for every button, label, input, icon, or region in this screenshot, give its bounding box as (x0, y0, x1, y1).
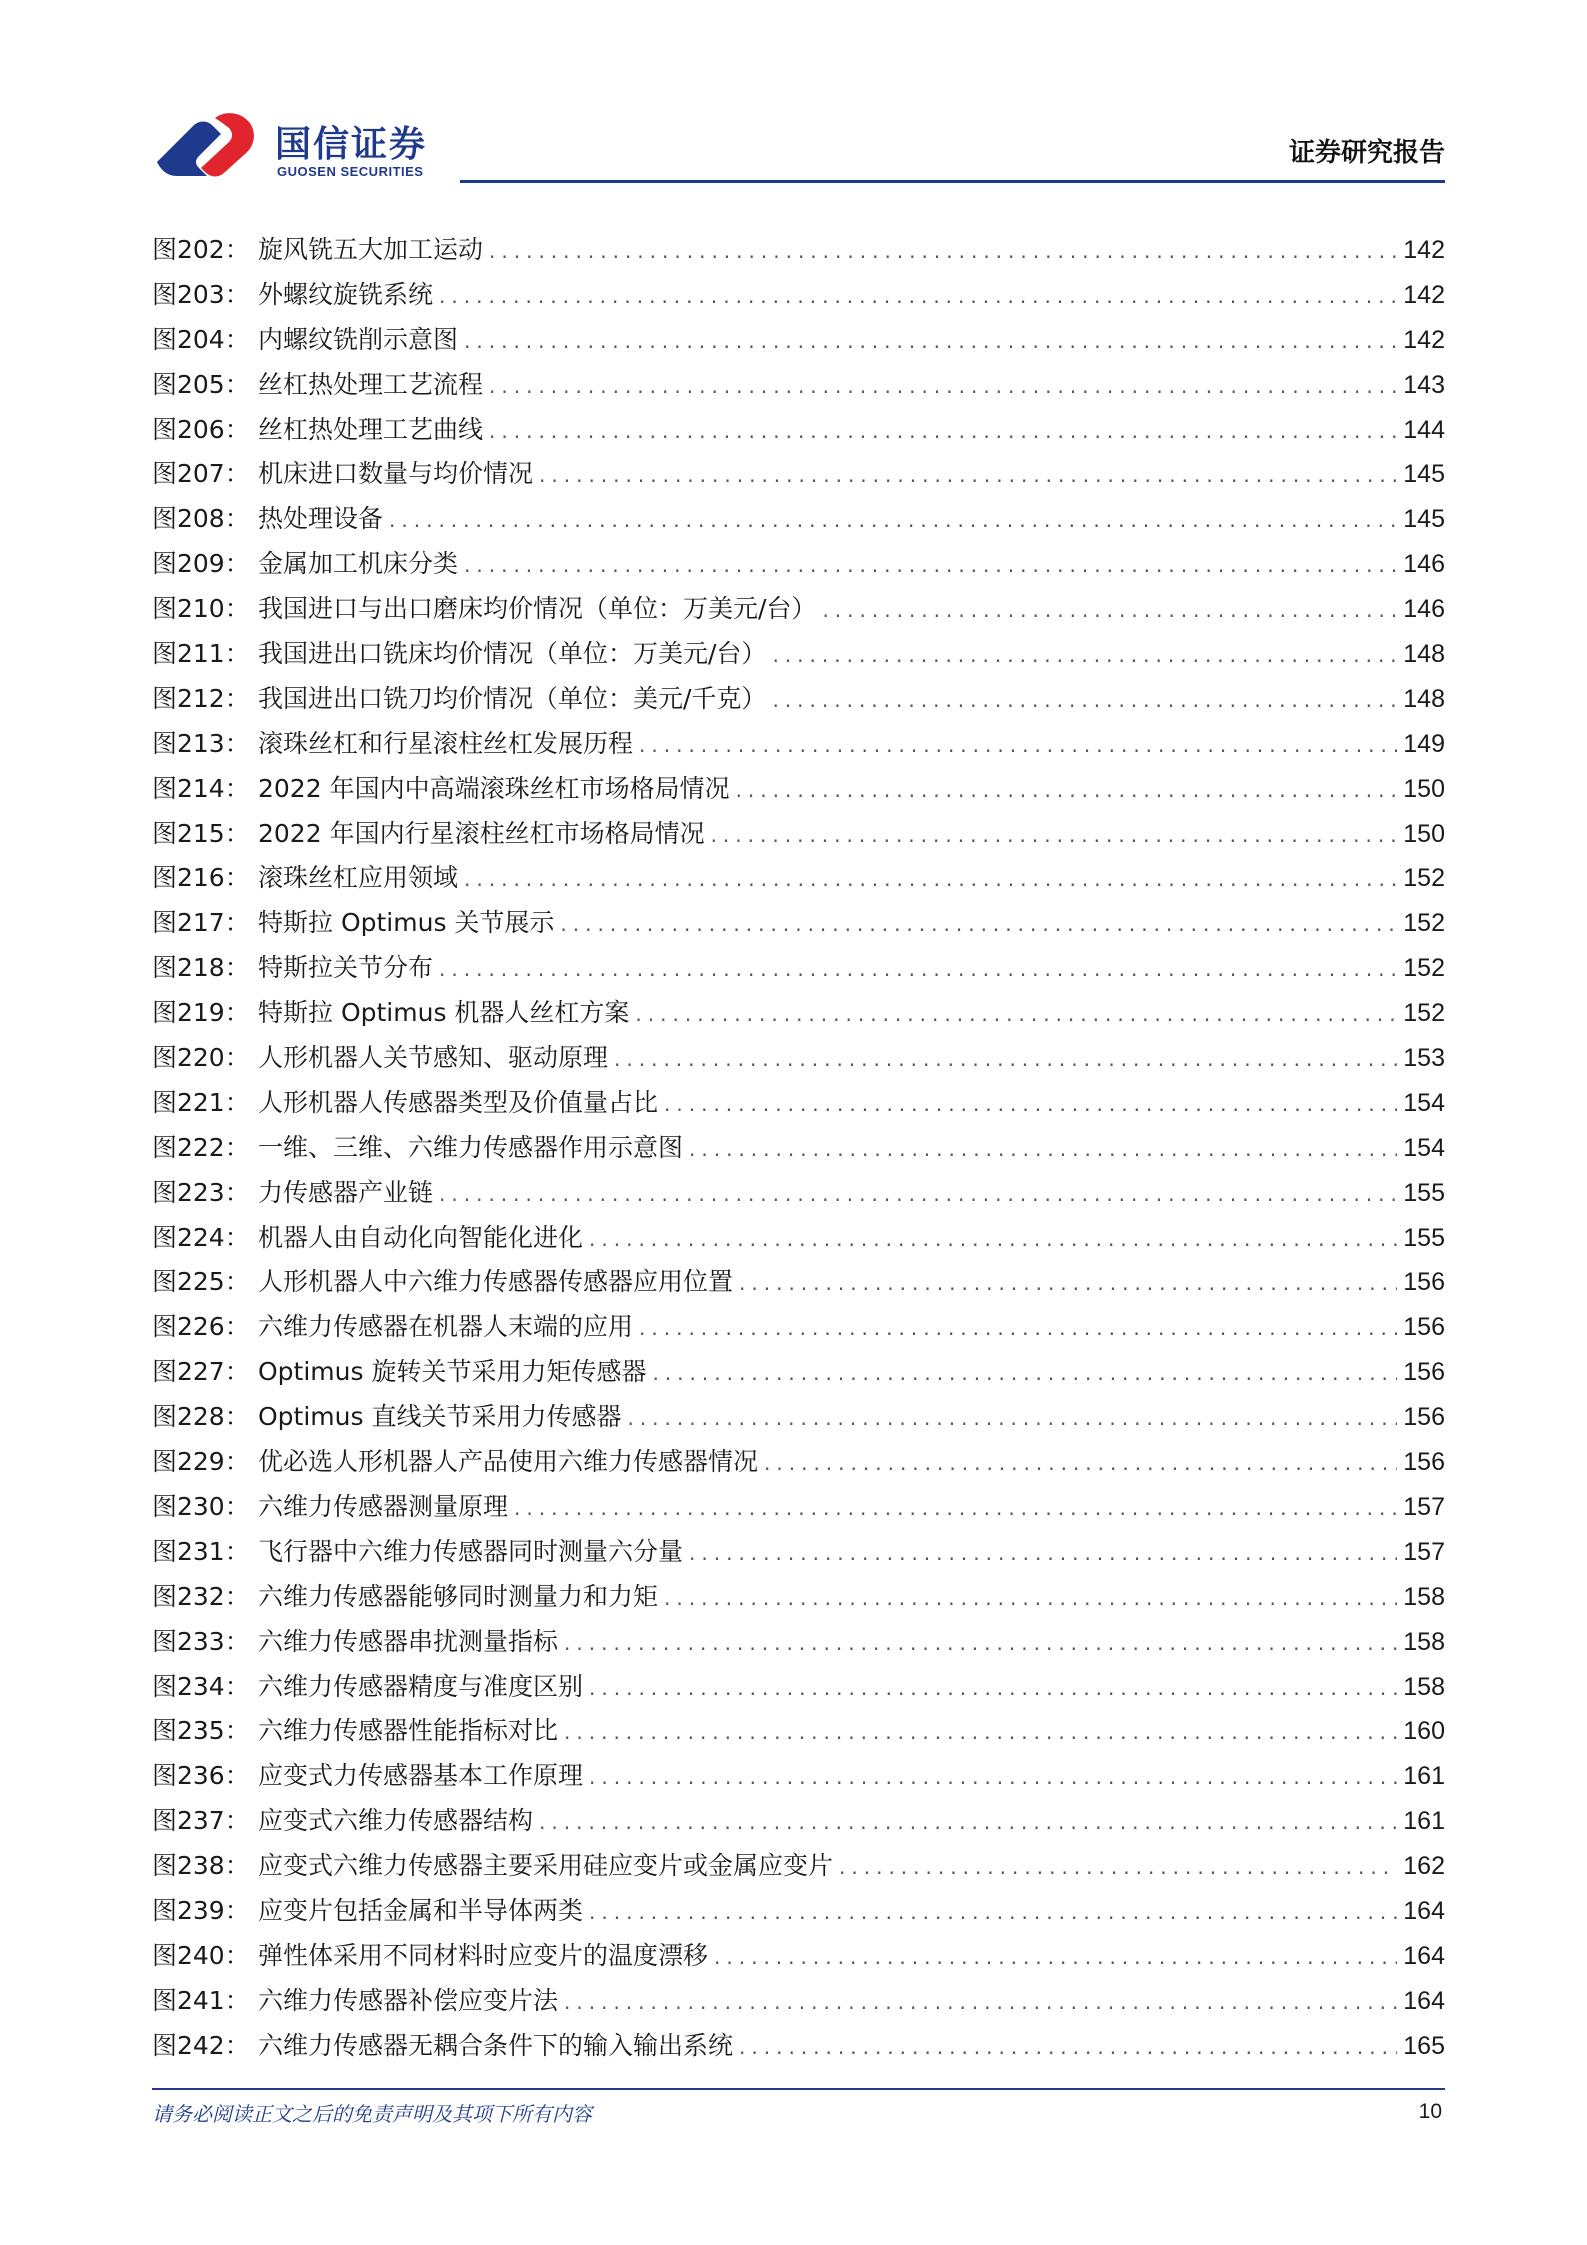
toc-page-number[interactable]: 164 (1403, 1986, 1445, 2015)
toc-dot-leader (639, 733, 1397, 757)
toc-figure-label: 图226： (152, 1312, 250, 1342)
toc-figure-title[interactable]: 应变式力传感器基本工作原理 (258, 1761, 584, 1791)
toc-figure-title[interactable]: 旋风铣五大加工运动 (258, 235, 484, 264)
toc-figure-title[interactable]: 人形机器人传感器类型及价值量占比 (258, 1087, 659, 1117)
toc-figure-title[interactable]: 弹性体采用不同材料时应变片的温度漂移 (258, 1940, 709, 1970)
toc-page-number[interactable]: 152 (1403, 999, 1445, 1028)
toc-page-number[interactable]: 161 (1403, 1762, 1445, 1791)
toc-figure-label: 图209： (152, 549, 250, 579)
toc-dot-leader (664, 1092, 1397, 1116)
toc-page-number[interactable]: 164 (1403, 1896, 1445, 1925)
toc-figure-title[interactable]: 人形机器人中六维力传感器传感器应用位置 (258, 1267, 734, 1297)
toc-figure-title[interactable]: 我国进出口铣刀均价情况（单位：美元/千克） (258, 683, 767, 713)
toc-page-number[interactable]: 145 (1403, 460, 1445, 489)
toc-dot-leader (739, 1271, 1397, 1295)
figure-table-of-contents (152, 230, 1445, 2071)
toc-entry[interactable] (152, 814, 1445, 859)
toc-figure-label: 图215： (152, 818, 250, 848)
toc-dot-leader (389, 508, 1397, 532)
toc-figure-label: 图227： (152, 1357, 250, 1387)
toc-figure-title[interactable]: 一维、三维、六维力传感器作用示意图 (258, 1132, 684, 1162)
toc-page-number[interactable]: 152 (1403, 954, 1445, 983)
page-header (0, 0, 1587, 190)
toc-dot-leader (514, 1496, 1397, 1520)
toc-figure-title[interactable]: 机器人由自动化向智能化进化 (258, 1222, 584, 1252)
toc-figure-label: 图228： (152, 1402, 250, 1432)
toc-dot-leader (539, 1810, 1397, 1834)
toc-page-number[interactable]: 156 (1403, 1268, 1445, 1297)
toc-dot-leader (489, 239, 1397, 263)
toc-page-number[interactable]: 152 (1403, 909, 1445, 938)
toc-figure-title[interactable]: 六维力传感器串扰测量指标 (258, 1626, 559, 1656)
toc-figure-title[interactable]: 六维力传感器补偿应变片法 (258, 1985, 559, 2015)
toc-figure-label: 图223： (152, 1177, 250, 1207)
toc-page-number[interactable]: 156 (1403, 1313, 1445, 1342)
toc-figure-label: 图208： (152, 504, 250, 534)
toc-page-number[interactable]: 153 (1403, 1044, 1445, 1073)
toc-page-number[interactable]: 157 (1403, 1537, 1445, 1566)
toc-figure-title[interactable]: 丝杠热处理工艺曲线 (258, 414, 484, 444)
brand-name-en: GUOSEN SECURITIES (277, 164, 424, 179)
header-divider (460, 180, 1445, 183)
toc-dot-leader (639, 1316, 1397, 1340)
toc-figure-label: 图241： (152, 1985, 250, 2015)
toc-page-number[interactable]: 165 (1403, 2031, 1445, 2060)
toc-figure-label: 图217： (152, 908, 250, 938)
toc-entry[interactable] (152, 1801, 1445, 1846)
toc-entry[interactable] (152, 1936, 1445, 1981)
toc-entry[interactable] (152, 1846, 1445, 1891)
toc-figure-label: 图207： (152, 459, 250, 489)
toc-entry[interactable] (152, 230, 1445, 275)
toc-figure-label: 图229： (152, 1447, 250, 1477)
toc-entry[interactable] (152, 724, 1445, 769)
toc-page-number[interactable]: 157 (1403, 1492, 1445, 1521)
toc-figure-label: 图210： (152, 594, 250, 624)
toc-page-number[interactable]: 158 (1403, 1627, 1445, 1656)
toc-figure-label: 图237： (152, 1806, 250, 1836)
toc-figure-label: 图232： (152, 1581, 250, 1611)
toc-dot-leader (736, 778, 1397, 802)
toc-entry[interactable] (152, 1218, 1445, 1263)
toc-entry[interactable] (152, 1622, 1445, 1667)
toc-figure-title[interactable]: 六维力传感器无耦合条件下的输入输出系统 (258, 2030, 734, 2060)
toc-page-number[interactable]: 158 (1403, 1582, 1445, 1611)
page-number: 10 (1418, 2100, 1442, 2123)
toc-figure-label: 图213： (152, 728, 250, 758)
toc-entry[interactable] (152, 410, 1445, 455)
toc-entry[interactable] (152, 275, 1445, 320)
toc-figure-label: 图220： (152, 1043, 250, 1073)
toc-entry[interactable] (152, 1487, 1445, 1532)
toc-figure-title[interactable]: 优必选人形机器人产品使用六维力传感器情况 (258, 1447, 759, 1477)
disclaimer-note: 请务必阅读正文之后的免责声明及其项下所有内容 (152, 2102, 592, 2126)
toc-figure-title[interactable]: 2022 年国内行星滚柱丝杠市场格局情况 (258, 818, 705, 848)
toc-page-number[interactable]: 164 (1403, 1941, 1445, 1970)
toc-entry[interactable] (152, 634, 1445, 679)
toc-page-number[interactable]: 160 (1403, 1717, 1445, 1746)
brand-name-cn: 国信证券 (275, 124, 428, 165)
toc-page-number[interactable]: 145 (1403, 505, 1445, 534)
toc-figure-label: 图202： (152, 235, 250, 264)
toc-figure-title[interactable]: Optimus 直线关节采用力传感器 (258, 1402, 622, 1432)
toc-figure-title[interactable]: 六维力传感器测量原理 (258, 1491, 509, 1521)
toc-entry[interactable] (152, 454, 1445, 499)
toc-dot-leader (689, 1541, 1397, 1565)
toc-figure-label: 图203： (152, 279, 250, 309)
toc-figure-label: 图224： (152, 1222, 250, 1252)
toc-entry[interactable] (152, 1891, 1445, 1936)
toc-page-number[interactable]: 158 (1403, 1672, 1445, 1701)
toc-dot-leader (689, 1137, 1397, 1161)
toc-figure-title[interactable]: 外螺纹旋铣系统 (258, 279, 434, 309)
toc-figure-title[interactable]: Optimus 旋转关节采用力矩传感器 (258, 1357, 647, 1387)
toc-page-number[interactable]: 161 (1403, 1807, 1445, 1836)
toc-figure-title[interactable]: 热处理设备 (258, 504, 384, 534)
toc-figure-label: 图236： (152, 1761, 250, 1791)
toc-entry[interactable] (152, 589, 1445, 634)
toc-entry[interactable] (152, 1756, 1445, 1801)
toc-page-number[interactable]: 154 (1403, 1133, 1445, 1162)
toc-entry[interactable] (152, 1442, 1445, 1487)
toc-page-number[interactable]: 162 (1403, 1852, 1445, 1881)
toc-entry[interactable] (152, 1532, 1445, 1577)
toc-figure-label: 图218： (152, 953, 250, 983)
toc-page-number[interactable]: 150 (1403, 819, 1445, 848)
toc-dot-leader (839, 1855, 1397, 1879)
toc-entry[interactable] (152, 858, 1445, 903)
toc-page-number[interactable]: 149 (1403, 729, 1445, 758)
toc-dot-leader (489, 419, 1397, 443)
toc-entry[interactable] (152, 2026, 1445, 2071)
toc-figure-label: 图238： (152, 1851, 250, 1881)
toc-figure-title[interactable]: 特斯拉关节分布 (258, 953, 434, 983)
toc-entry[interactable] (152, 499, 1445, 544)
toc-figure-title[interactable]: 我国进口与出口磨床均价情况（单位：万美元/台） (258, 594, 817, 624)
toc-figure-label: 图230： (152, 1491, 250, 1521)
toc-page-number[interactable]: 146 (1403, 595, 1445, 624)
toc-page-number[interactable]: 155 (1403, 1178, 1445, 1207)
toc-dot-leader (652, 1361, 1397, 1385)
toc-entry[interactable] (152, 1577, 1445, 1622)
toc-page-number[interactable]: 146 (1403, 550, 1445, 579)
toc-figure-title[interactable]: 特斯拉 Optimus 机器人丝杠方案 (258, 998, 630, 1028)
toc-figure-label: 图212： (152, 683, 250, 713)
toc-figure-label: 图204： (152, 324, 250, 354)
toc-page-number[interactable]: 142 (1403, 325, 1445, 354)
toc-entry[interactable] (152, 544, 1445, 589)
toc-figure-title[interactable]: 应变片包括金属和半导体两类 (258, 1895, 584, 1925)
toc-entry[interactable] (152, 1038, 1445, 1083)
toc-dot-leader (439, 1182, 1397, 1206)
toc-figure-label: 图216： (152, 863, 250, 893)
toc-figure-title[interactable]: 2022 年国内中高端滚珠丝杠市场格局情况 (258, 773, 730, 803)
toc-dot-leader (822, 598, 1397, 622)
toc-page-number[interactable]: 156 (1403, 1358, 1445, 1387)
toc-dot-leader (439, 284, 1397, 308)
toc-dot-leader (589, 1765, 1397, 1789)
toc-figure-title[interactable]: 人形机器人关节感知、驱动原理 (258, 1043, 609, 1073)
toc-figure-title[interactable]: 金属加工机床分类 (258, 549, 459, 579)
toc-dot-leader (614, 1047, 1397, 1071)
toc-dot-leader (589, 1227, 1397, 1251)
toc-dot-leader (489, 374, 1397, 398)
toc-entry[interactable] (152, 769, 1445, 814)
toc-figure-label: 图211： (152, 639, 250, 669)
report-type-title: 证券研究报告 (1288, 138, 1445, 168)
toc-dot-leader (589, 1900, 1397, 1924)
toc-entry[interactable] (152, 679, 1445, 724)
toc-figure-title[interactable]: 飞行器中六维力传感器同时测量六分量 (258, 1536, 684, 1566)
toc-figure-label: 图231： (152, 1536, 250, 1566)
toc-page-number[interactable]: 144 (1403, 415, 1445, 444)
toc-page-number[interactable]: 156 (1403, 1403, 1445, 1432)
toc-figure-title[interactable]: 滚珠丝杠和行星滚柱丝杠发展历程 (258, 728, 634, 758)
toc-figure-title[interactable]: 特斯拉 Optimus 关节展示 (258, 908, 555, 938)
toc-page-number[interactable]: 143 (1403, 370, 1445, 399)
toc-figure-label: 图222： (152, 1132, 250, 1162)
toc-dot-leader (560, 912, 1397, 936)
toc-page-number[interactable]: 152 (1403, 864, 1445, 893)
toc-figure-title[interactable]: 六维力传感器性能指标对比 (258, 1716, 559, 1746)
toc-figure-title[interactable]: 六维力传感器在机器人末端的应用 (258, 1312, 634, 1342)
toc-page-number[interactable]: 154 (1403, 1088, 1445, 1117)
toc-dot-leader (464, 329, 1397, 353)
toc-dot-leader (635, 1002, 1397, 1026)
toc-figure-title[interactable]: 内螺纹铣削示意图 (258, 324, 459, 354)
toc-dot-leader (439, 957, 1397, 981)
toc-entry[interactable] (152, 1307, 1445, 1352)
toc-page-number[interactable]: 150 (1403, 774, 1445, 803)
toc-entry[interactable] (152, 365, 1445, 410)
toc-figure-title[interactable]: 滚珠丝杠应用领域 (258, 863, 459, 893)
toc-entry[interactable] (152, 1981, 1445, 2026)
toc-figure-title[interactable]: 应变式六维力传感器主要采用硅应变片或金属应变片 (258, 1851, 834, 1881)
toc-figure-label: 图233： (152, 1626, 250, 1656)
toc-figure-label: 图206： (152, 414, 250, 444)
toc-dot-leader (564, 1631, 1397, 1655)
toc-dot-leader (739, 2035, 1397, 2059)
toc-entry[interactable] (152, 903, 1445, 948)
toc-dot-leader (714, 1945, 1397, 1969)
toc-entry[interactable] (152, 1128, 1445, 1173)
toc-figure-title[interactable]: 机床进口数量与均价情况 (258, 459, 534, 489)
toc-figure-title[interactable]: 应变式六维力传感器结构 (258, 1806, 534, 1836)
toc-entry[interactable] (152, 1173, 1445, 1218)
toc-page-number[interactable]: 156 (1403, 1448, 1445, 1477)
toc-dot-leader (772, 688, 1397, 712)
toc-page-number[interactable]: 155 (1403, 1223, 1445, 1252)
toc-dot-leader (539, 463, 1397, 487)
toc-entry[interactable] (152, 1397, 1445, 1442)
toc-figure-label: 图242： (152, 2030, 250, 2060)
toc-entry[interactable] (152, 948, 1445, 993)
toc-dot-leader (627, 1406, 1397, 1430)
toc-dot-leader (564, 1720, 1397, 1744)
toc-figure-label: 图219： (152, 998, 250, 1028)
guosen-logo (155, 112, 455, 187)
footer-divider (152, 2088, 1445, 2090)
toc-figure-title[interactable]: 六维力传感器精度与准度区别 (258, 1671, 584, 1701)
toc-figure-title[interactable]: 丝杠热处理工艺流程 (258, 369, 484, 399)
toc-dot-leader (464, 867, 1397, 891)
toc-entry[interactable] (152, 993, 1445, 1038)
toc-dot-leader (464, 553, 1397, 577)
toc-dot-leader (564, 1990, 1397, 2014)
toc-entry[interactable] (152, 1352, 1445, 1397)
toc-entry[interactable] (152, 1667, 1445, 1712)
toc-figure-label: 图239： (152, 1895, 250, 1925)
toc-entry[interactable] (152, 1262, 1445, 1307)
toc-entry[interactable] (152, 320, 1445, 365)
toc-page-number[interactable]: 142 (1403, 236, 1445, 264)
toc-page-number[interactable]: 148 (1403, 684, 1445, 713)
toc-figure-label: 图240： (152, 1940, 250, 1970)
toc-figure-title[interactable]: 力传感器产业链 (258, 1177, 434, 1207)
toc-figure-title[interactable]: 六维力传感器能够同时测量力和力矩 (258, 1581, 659, 1611)
toc-figure-title[interactable]: 我国进出口铣床均价情况（单位：万美元/台） (258, 639, 767, 669)
toc-figure-label: 图205： (152, 369, 250, 399)
toc-dot-leader (772, 643, 1397, 667)
toc-figure-label: 图214： (152, 773, 250, 803)
toc-dot-leader (589, 1676, 1397, 1700)
toc-entry[interactable] (152, 1711, 1445, 1756)
toc-dot-leader (764, 1451, 1397, 1475)
toc-dot-leader (711, 823, 1397, 847)
toc-figure-label: 图235： (152, 1716, 250, 1746)
toc-figure-label: 图221： (152, 1087, 250, 1117)
guosen-logo-mark-icon (155, 112, 270, 187)
toc-figure-label: 图234： (152, 1671, 250, 1701)
toc-figure-label: 图225： (152, 1267, 250, 1297)
toc-page-number[interactable]: 142 (1403, 280, 1445, 309)
toc-dot-leader (664, 1586, 1397, 1610)
toc-entry[interactable] (152, 1083, 1445, 1128)
toc-page-number[interactable]: 148 (1403, 640, 1445, 669)
